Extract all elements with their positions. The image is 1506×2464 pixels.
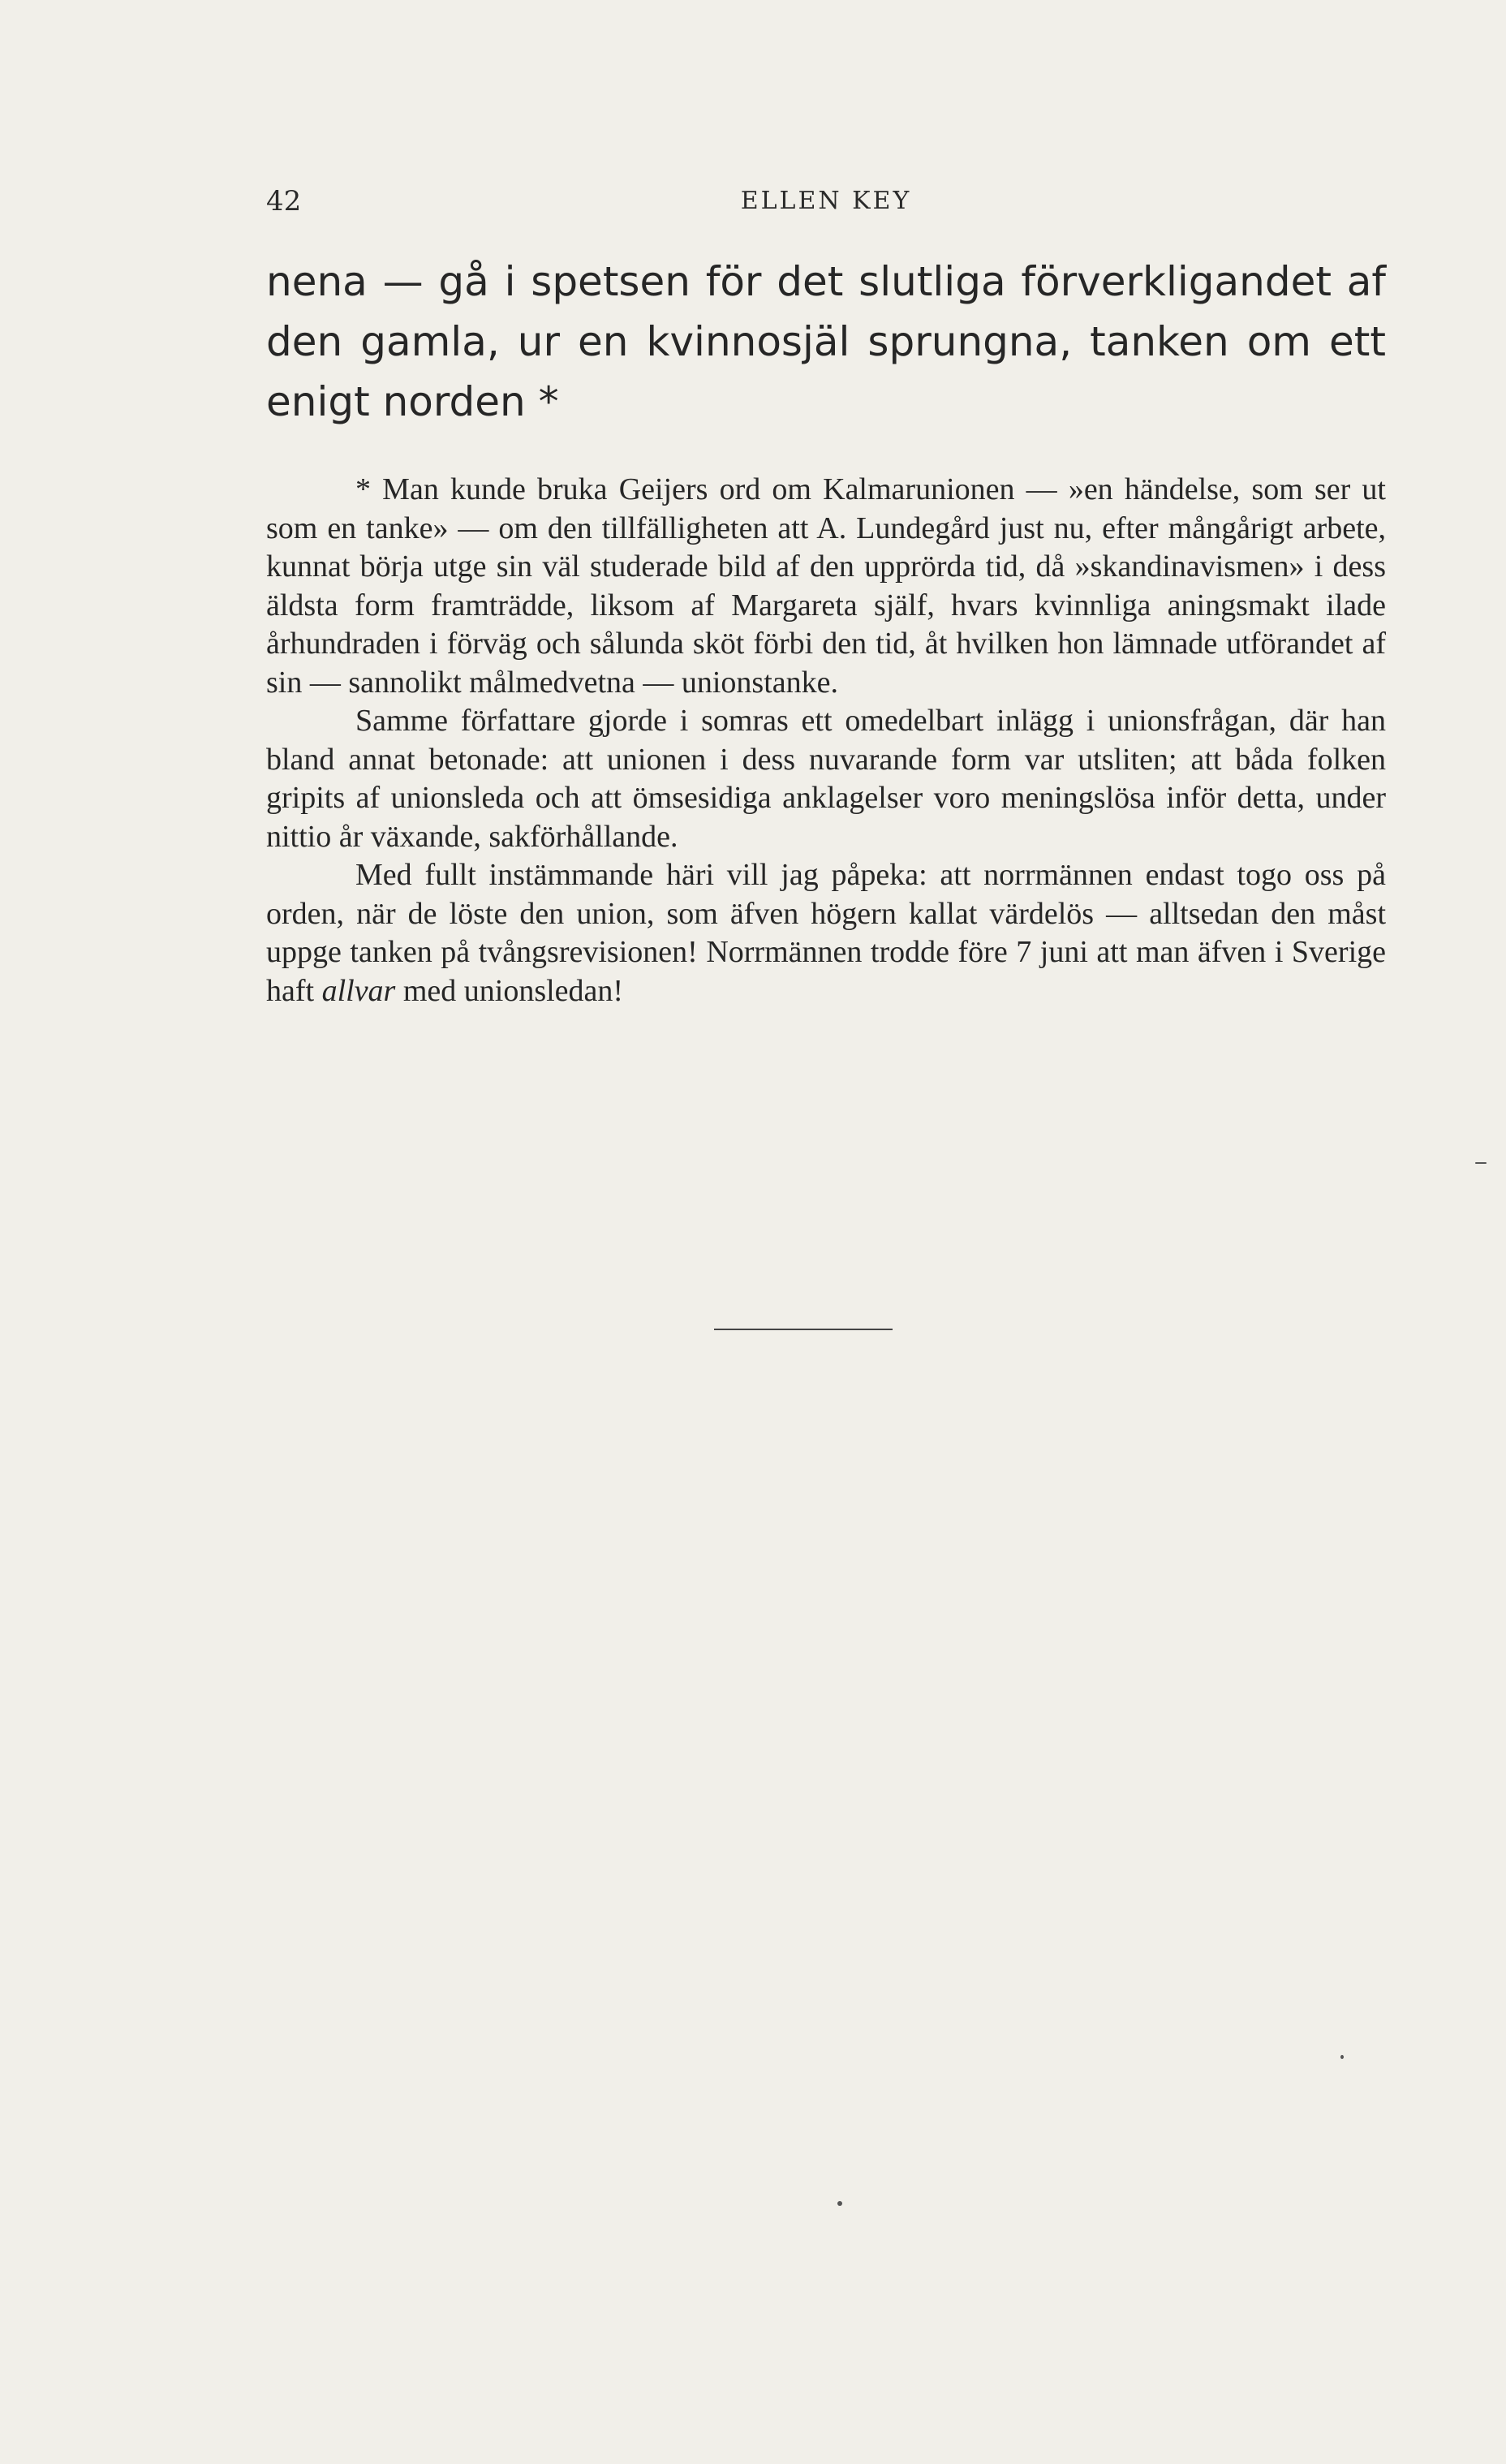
emphasis-word: allvar: [321, 973, 396, 1008]
footnote: [266, 471, 1386, 1010]
page-header: [266, 185, 1386, 234]
footnote-paragraph-3: [266, 856, 1386, 1010]
footnote-paragraph-2: Samme författare gjorde i somras ett omedelbart inlägg i unionsfrågan, där han bland annat betonade: att unionen i dess nuvarande form var utsliten; att båda folken gripits af unionsleda och att ömsesidiga anklagelser voro meningslösa inför detta, under nittio år växande, sakförhållande.: [266, 704, 1386, 854]
paper-speck: [837, 2201, 842, 2206]
paper-speck: [1475, 1162, 1487, 1164]
running-title: ELLEN KEY: [740, 187, 912, 215]
page-number: 42: [266, 185, 302, 218]
footnote-paragraph-1: * Man kunde bruka Geijers ord om Kalmarunionen — »en händelse, som ser ut som en tanke» — om den tillfälligheten att A. Lundegård just nu, efter mångårigt arbete, kunnat börja utge sin väl studerade bild af den upprörda tid, då »skandinavismen» i dess äldsta form framträdde, liksom af Margareta själf, hvars kvinnliga aningsmakt ilade århundraden i förväg och sålunda sköt förbi den tid, åt hvilken hon lämnade utförandet af sin — sannolikt målmedvetna — unionstanke.: [266, 472, 1386, 700]
paper-speck: [1340, 2055, 1344, 2059]
footnote-paragraph-3-start: Med fullt instämmande häri vill jag påpeka: att norrmännen endast togo oss på orden, när de löste den union, som äfven högern kallat värdelös — alltsedan den måst uppge tanken på tvångsrevisionen! Norrmännen trodde före 7 juni att man äfven i Sverige haft: [266, 858, 1386, 1008]
footnote-paragraph-3-end: med unionsledan!: [395, 973, 624, 1008]
closing-rule: [714, 1329, 893, 1330]
main-text-paragraph: nena — gå i spetsen för det slutliga förverkligandet af den gamla, ur en kvinnosjäl sprungna, tanken om ett enigt norden *: [266, 258, 1386, 425]
